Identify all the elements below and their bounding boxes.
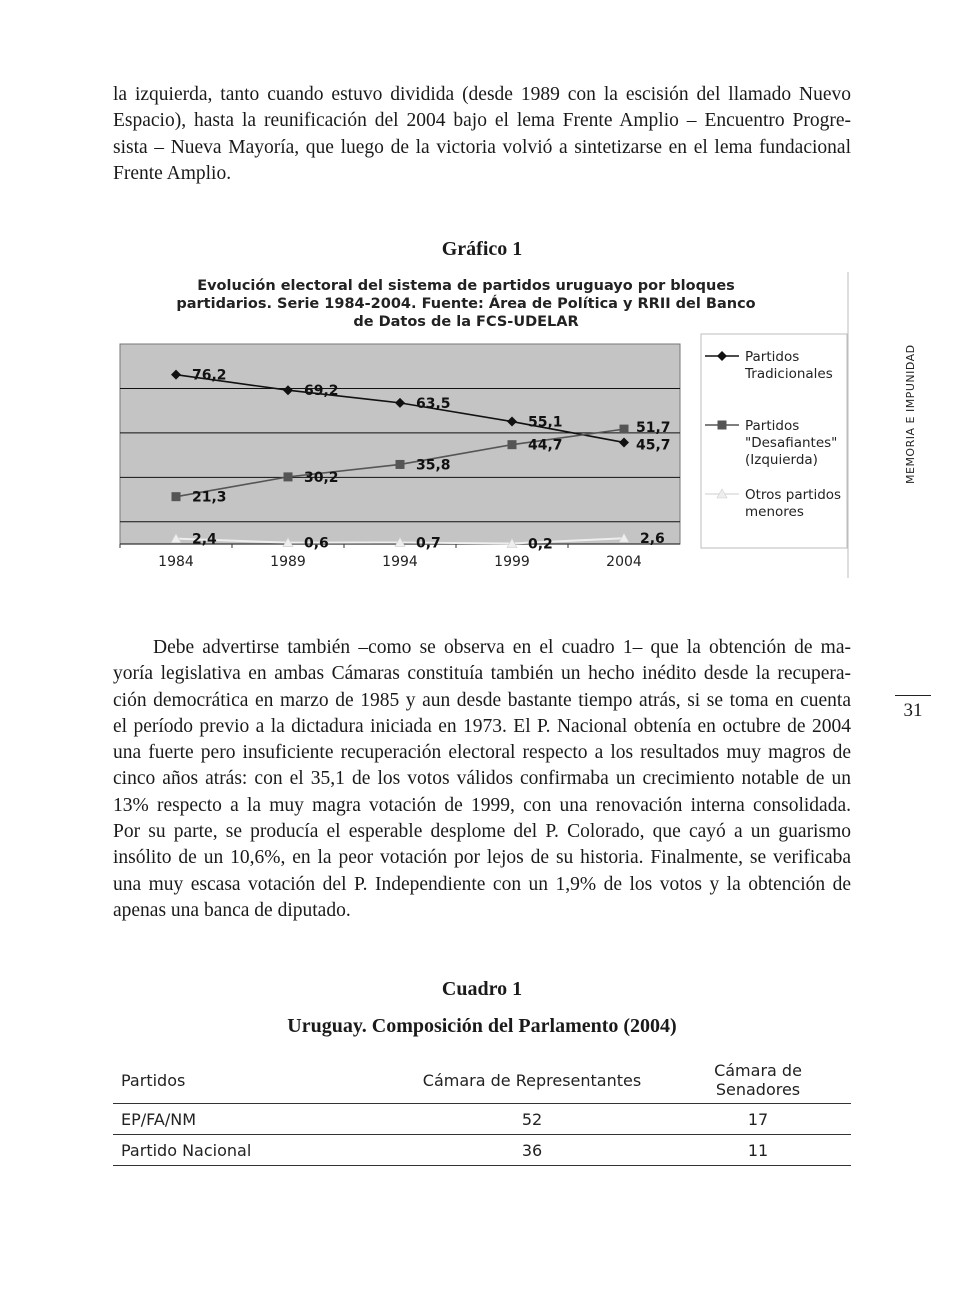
- text-line: apenas una banca de diputado.: [113, 899, 351, 921]
- page-number: 31: [903, 700, 923, 721]
- text-line: Espacio), hasta la reunificación del 2004 bajo el lema Frente Amplio – Encuentro Progre-: [113, 110, 851, 132]
- table-header-row: [113, 1057, 851, 1104]
- text-line: insólito de un 10,6%, en la peor votación por lejos de su historia. Finalmente, se verificaba: [113, 847, 851, 869]
- data-label: 35,8: [416, 457, 451, 474]
- data-label: 51,7: [636, 420, 671, 437]
- text-line: una fuerte pero insuficiente recuperación electoral respecto a los resultados muy magros de: [113, 742, 851, 764]
- column-header: Partidos: [113, 1057, 399, 1104]
- data-point-marker: [508, 440, 517, 449]
- x-tick-label: 1999: [494, 554, 530, 570]
- legend-label: "Desafiantes": [745, 435, 838, 451]
- x-tick-label: 2004: [606, 554, 642, 570]
- line-chart: [113, 268, 853, 580]
- table-row: [113, 1135, 851, 1166]
- x-tick-label: 1984: [158, 554, 194, 570]
- data-label: 76,2: [192, 367, 227, 384]
- table-label: Cuadro 1: [441, 978, 523, 1000]
- legend-label: Tradicionales: [745, 366, 833, 382]
- page-number-rule: [895, 695, 931, 696]
- legend-label: Partidos: [745, 349, 800, 365]
- data-label: 0,6: [304, 535, 329, 552]
- table-row: [113, 1104, 851, 1135]
- legend-label: (Izquierda): [745, 452, 818, 468]
- text-line: la izquierda, tanto cuando estuvo dividida (desde 1989 con la escisión del llamado Nuevo: [113, 84, 851, 105]
- x-tick-label: 1989: [270, 554, 306, 570]
- x-tick-label: 1994: [382, 554, 418, 570]
- running-header: MEMORIA E IMPUNIDAD: [904, 344, 917, 484]
- data-label: 0,2: [528, 536, 553, 553]
- data-label: 2,6: [640, 531, 665, 548]
- text-line: Debe advertirse también –como se observa en el cuadro 1– que la obtención de ma-: [153, 637, 851, 658]
- parliament-table: [113, 1057, 851, 1166]
- table-cell: Partido Nacional: [113, 1135, 399, 1166]
- text-line: el período previo a la dictadura iniciada en 1973. El P. Nacional obtenía en octubre de 2004: [113, 715, 851, 737]
- column-header: Cámara de Representantes: [399, 1057, 665, 1104]
- data-label: 45,7: [636, 437, 671, 454]
- table-cell: 17: [665, 1104, 851, 1135]
- data-label: 55,1: [528, 414, 563, 431]
- data-point-marker: [396, 460, 405, 469]
- data-label: 30,2: [304, 469, 339, 486]
- chart-title-line: Evolución electoral del sistema de partidos uruguayo por bloques: [197, 278, 735, 294]
- data-point-marker: [620, 425, 629, 434]
- table-cell: EP/FA/NM: [113, 1104, 399, 1135]
- table-cell: 52: [399, 1104, 665, 1135]
- figure-label: Gráfico 1: [441, 238, 523, 260]
- chart-svg: [113, 268, 853, 580]
- data-label: 69,2: [304, 383, 339, 400]
- chart-title-line: de Datos de la FCS-UDELAR: [353, 314, 579, 330]
- text-line: cinco años atrás: con el 35,1 de los votos válidos confirmaba un crecimiento notable de un: [113, 768, 851, 790]
- legend-label: Partidos: [745, 418, 800, 434]
- text-line: ción democrática en marzo de 1985 y aun desde bastante tiempo atrás, si se toma en cuenta: [113, 689, 851, 711]
- table-cell: 36: [399, 1135, 665, 1166]
- data-label: 44,7: [528, 437, 563, 454]
- table-title: Uruguay. Composición del Parlamento (2004): [287, 1015, 677, 1037]
- text-line: 13% respecto a la muy magra votación de 1999, con una renovación interna consolidada.: [113, 794, 851, 816]
- chart-title-line: partidarios. Serie 1984-2004. Fuente: Área de Política y RRII del Banco: [176, 296, 756, 312]
- legend-label: Otros partidos: [745, 487, 842, 503]
- data-label: 0,7: [416, 535, 441, 552]
- legend-swatch-marker: [718, 421, 727, 430]
- text-line: Frente Amplio.: [113, 162, 232, 184]
- data-label: 2,4: [192, 531, 217, 548]
- body-paragraph: [113, 635, 851, 924]
- text-line: Por su parte, se producía el esperable desplome del P. Colorado, que cayó a un guarismo: [113, 821, 851, 843]
- text-line: una muy escasa votación del P. Independiente con un 1,9% de los votos y la obtención de: [113, 873, 851, 895]
- intro-paragraph: [113, 82, 851, 187]
- legend-label: menores: [745, 504, 804, 520]
- data-point-marker: [172, 492, 181, 501]
- table-cell: 11: [665, 1135, 851, 1166]
- data-label: 63,5: [416, 395, 451, 412]
- text-line: sista – Nueva Mayoría, que luego de la victoria volvió a sintetizarse en el lema fundacional: [113, 136, 851, 158]
- data-label: 21,3: [192, 489, 227, 506]
- text-line: yoría legislativa en ambas Cámaras constituía también un hecho inédito desde la recupera-: [113, 663, 851, 685]
- data-point-marker: [284, 472, 293, 481]
- column-header: Cámara de Senadores: [665, 1057, 851, 1104]
